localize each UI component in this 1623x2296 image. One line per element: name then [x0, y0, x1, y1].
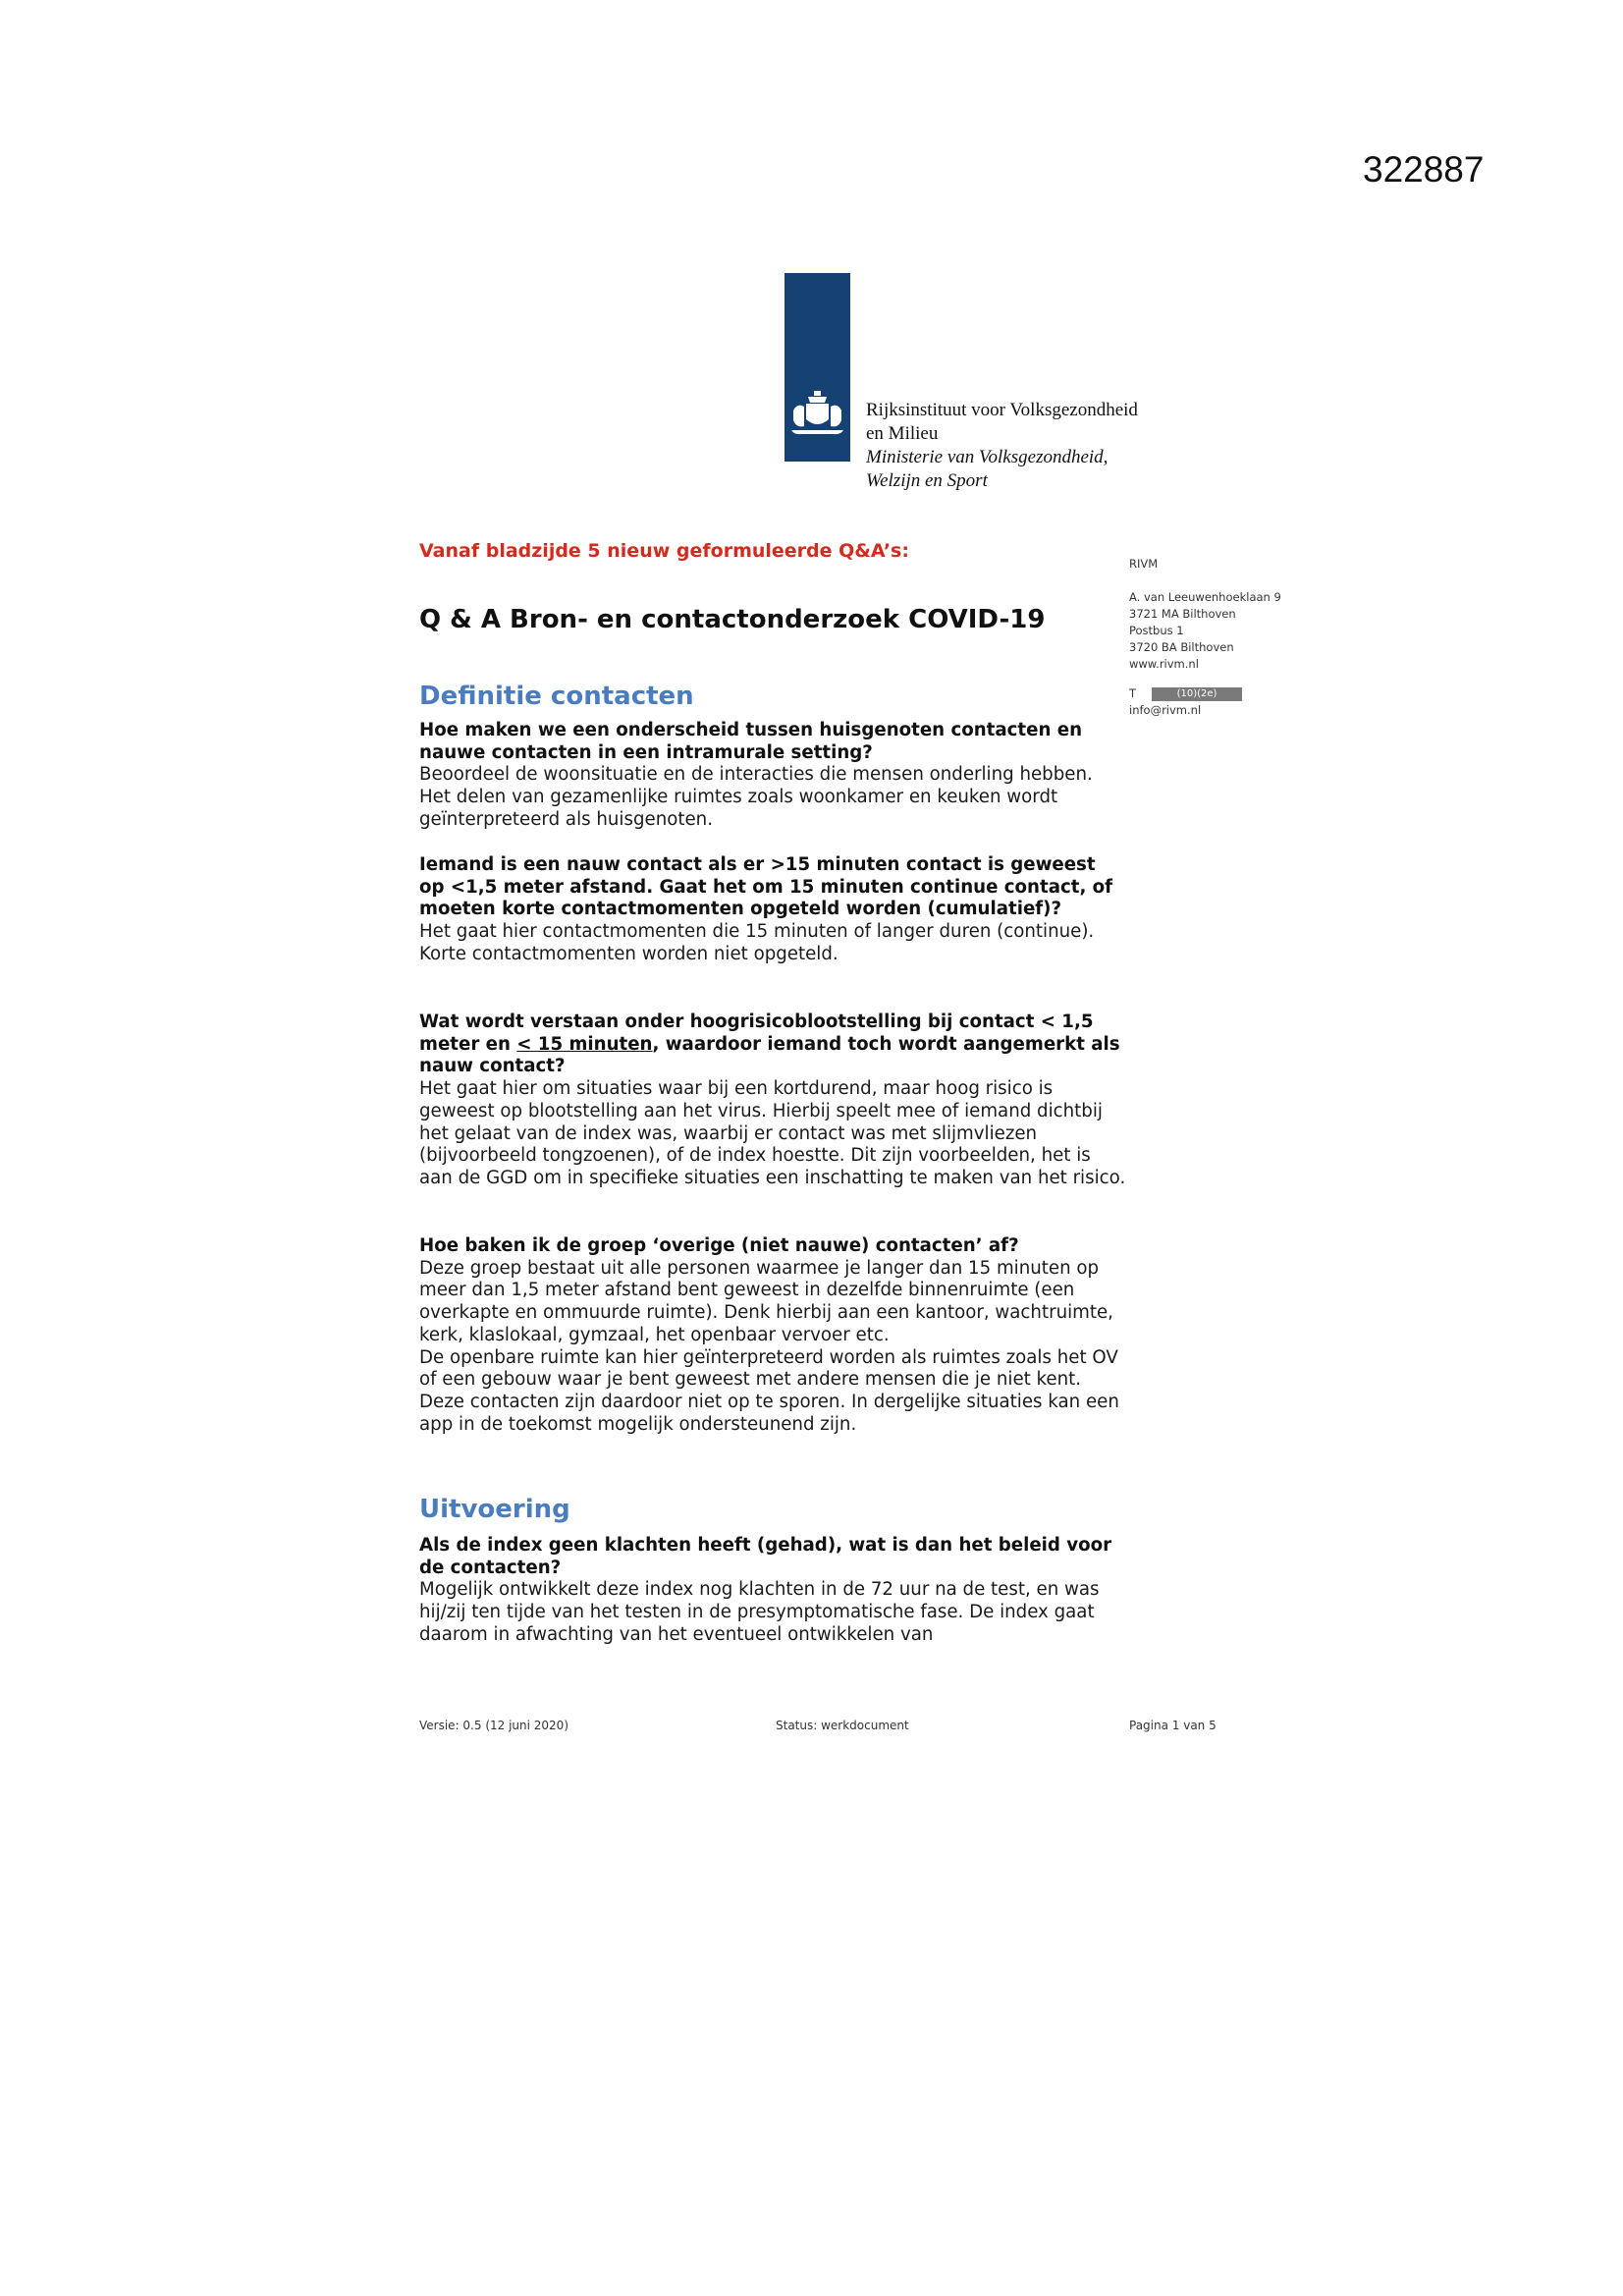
answer: Beoordeel de woonsituatie en de interacties die mensen onderling hebben. Het delen van gezamenlijke ruimtes zoals woonkamer en keuken wordt geïnterpreteerd als huisgenoten.: [419, 764, 1093, 830]
question: [419, 1011, 1126, 1078]
qa-item: [419, 1235, 1126, 1436]
coat-of-arms-icon: [789, 389, 845, 440]
footer-page: Pagina 1 van 5: [1129, 1719, 1217, 1732]
address-line: A. van Leeuwenhoeklaan 9: [1129, 590, 1281, 604]
answer: De openbare ruimte kan hier geïnterpreteerd worden als ruimtes zoals het OV of een gebouw waar je bent geweest met andere mensen die je niet kent. Deze contacten zijn daardoor niet op te sporen. In dergelijke situaties kan een app in de toekomst mogelijk ondersteunend zijn.: [419, 1346, 1119, 1435]
sidebar-contact: [1129, 685, 1242, 719]
question: Hoe baken ik de groep ‘overige (niet nauwe) contacten’ af?: [419, 1235, 1019, 1256]
answer: Het gaat hier contactmomenten die 15 minuten of langer duren (continue). Korte contactmomenten worden niet opgeteld.: [419, 921, 1095, 964]
org-line-1: Rijksinstituut voor Volksgezondheid: [866, 400, 1138, 420]
ministry-line-2: Welzijn en Sport: [866, 470, 988, 491]
sidebar-org-name: RIVM: [1129, 557, 1159, 571]
section-heading-uitvoering: Uitvoering: [419, 1495, 570, 1524]
qa-item: [419, 720, 1126, 832]
answer: Deze groep bestaat uit alle personen waarmee je langer dan 15 minuten op meer dan 1,5 meter afstand bent geweest in dezelfde binnenruimte (een overkapte en ommuurde ruimte). Denk hierbij aan een kantoor, wachtruimte, kerk, klaslokaal, gymzaal, het openbaar vervoer etc.: [419, 1257, 1113, 1345]
footer-version: Versie: 0.5 (12 juni 2020): [419, 1719, 568, 1732]
org-line-2: en Milieu: [866, 423, 939, 444]
question: Als de index geen klachten heeft (gehad), wat is dan het beleid voor de contacten?: [419, 1535, 1112, 1578]
ministry-line-1: Ministerie van Volksgezondheid,: [866, 447, 1109, 467]
phone-label: T: [1129, 686, 1137, 700]
qa-item: [419, 1535, 1126, 1647]
update-notice: Vanaf bladzijde 5 nieuw geformuleerde Q&A’s:: [419, 540, 909, 562]
answer: Mogelijk ontwikkelt deze index nog klachten in de 72 uur na de test, en was hij/zij ten tijde van het testen in de presymptomatische fase. De index gaat daarom in afwachting van het eventueel ontwikkelen van: [419, 1579, 1100, 1645]
website-link[interactable]: www.rivm.nl: [1129, 657, 1199, 671]
section-heading-definitie: Definitie contacten: [419, 682, 694, 711]
address-line: 3721 MA Bilthoven: [1129, 607, 1236, 621]
organization-name: [866, 399, 1138, 493]
question-part: Wat wordt verstaan onder hoogrisicoblootstelling bij contact < 1,5 meter en: [419, 1011, 1094, 1055]
address-line: Postbus 1: [1129, 624, 1184, 637]
question-underlined: < 15 minuten: [516, 1033, 653, 1055]
phone-row: [1129, 685, 1242, 702]
document-title: Q & A Bron- en contactonderzoek COVID-19: [419, 605, 1046, 634]
redacted-phone: (10)(2e): [1152, 687, 1242, 701]
qa-item: [419, 854, 1126, 966]
question: Iemand is een nauw contact als er >15 minuten contact is geweest op <1,5 meter afstand. Gaat het om 15 minuten continue contact, of moeten korte contactmomenten opgeteld worden (cumulatief)?: [419, 854, 1113, 920]
footer-status: Status: werkdocument: [776, 1719, 909, 1732]
email-link[interactable]: info@rivm.nl: [1129, 703, 1202, 717]
rijksoverheid-logo: [784, 273, 850, 462]
answer: Het gaat hier om situaties waar bij een kortdurend, maar hoog risico is geweest op blootstelling aan het virus. Hierbij speelt mee of iemand dichtbij het gelaat van de index was, waarbij er contact was met slijmvliezen (bijvoorbeeld tongzoenen), of de index hoestte. Dit zijn voorbeelden, het is aan de GGD om in specifieke situaties een inschatting te maken van het risico.: [419, 1078, 1126, 1188]
address-line: 3720 BA Bilthoven: [1129, 640, 1234, 654]
document-number: 322887: [1363, 149, 1485, 190]
question: Hoe maken we een onderscheid tussen huisgenoten contacten en nauwe contacten in een intramurale setting?: [419, 720, 1083, 763]
question-part: , waardoor iemand toch wordt aangemerkt als nauw contact?: [419, 1033, 1120, 1077]
sidebar-address: [1129, 589, 1281, 673]
qa-item: [419, 1011, 1126, 1190]
